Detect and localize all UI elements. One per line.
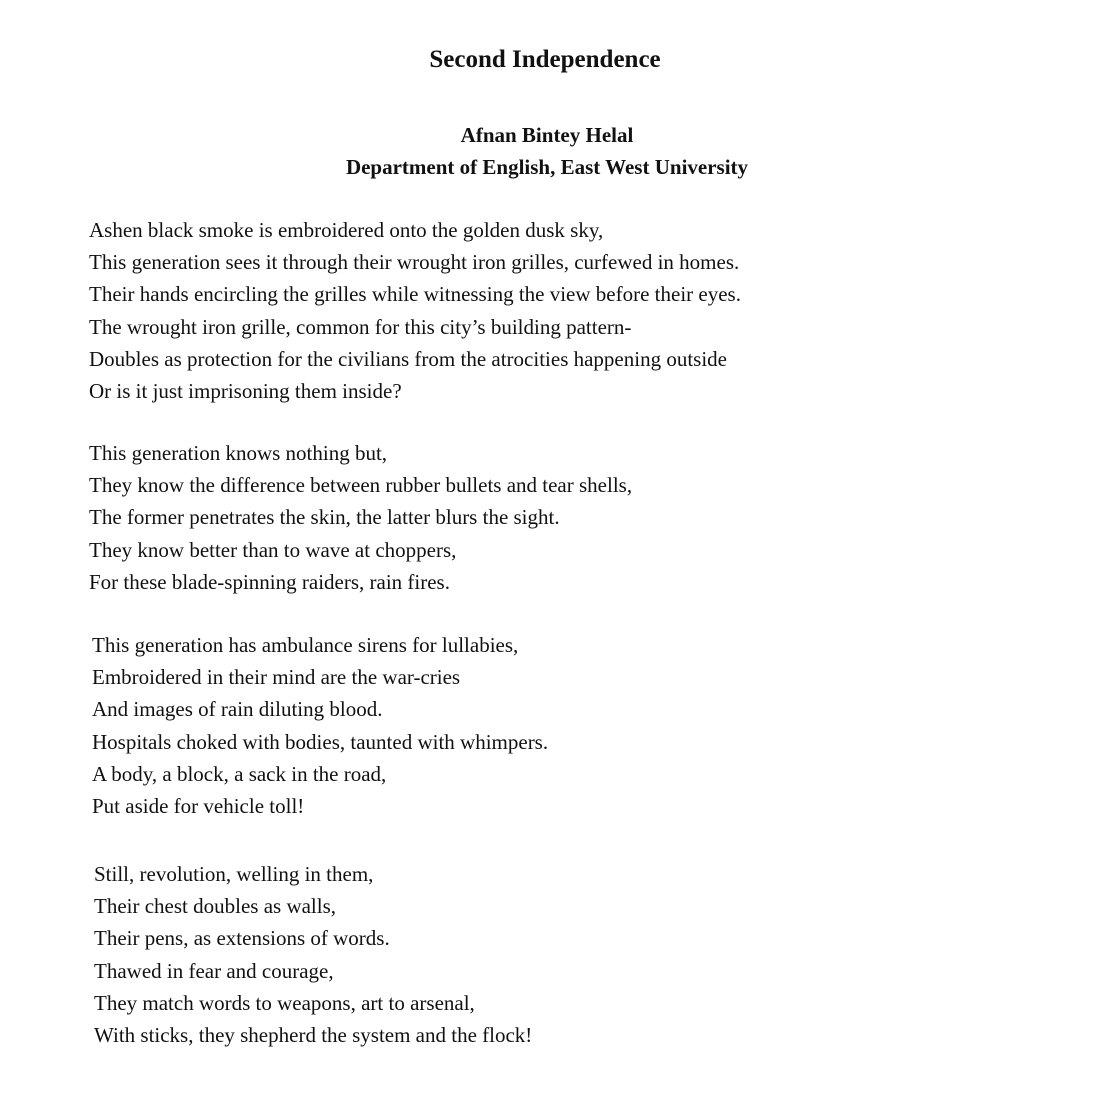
stanza-4	[94, 858, 1094, 1051]
poem-line: This generation knows nothing but,	[89, 441, 388, 465]
poem-line: Their chest doubles as walls,	[94, 894, 337, 919]
poem-line: For these blade-spinning raiders, rain fires.	[89, 569, 450, 594]
poem-line: Their pens, as extensions of words.	[94, 926, 390, 951]
poem-line: They know the difference between rubber bullets and tear shells,	[89, 473, 633, 498]
poem-line: The wrought iron grille, common for this city’s building pattern-	[89, 314, 632, 339]
stanza-2	[89, 437, 1089, 598]
author-name: Afnan Bintey Helal	[460, 123, 634, 147]
poem-line: Or is it just imprisoning them inside?	[89, 379, 402, 404]
poem-title: Second Independence	[429, 46, 661, 73]
poem-line: Doubles as protection for the civilians from the atrocities happening outside	[89, 346, 727, 371]
poem-line: And images of rain diluting blood.	[92, 697, 383, 722]
poem-line: The former penetrates the skin, the latter blurs the sight.	[89, 505, 560, 530]
poem-line: Put aside for vehicle toll!	[92, 794, 305, 819]
poem-line: Embroidered in their mind are the war-cries	[92, 665, 461, 690]
poem-line: Ashen black smoke is embroidered onto the golden dusk sky,	[89, 218, 604, 242]
poem-line: They match words to weapons, art to arsenal,	[94, 990, 475, 1015]
poem-line: This generation sees it through their wrought iron grilles, curfewed in homes.	[89, 250, 740, 275]
poem-line: A body, a block, a sack in the road,	[92, 761, 387, 786]
poem-line: Their hands encircling the grilles while witnessing the view before their eyes.	[89, 282, 741, 307]
poem-line: Hospitals choked with bodies, taunted with whimpers.	[92, 729, 549, 754]
poem-line: This generation has ambulance sirens for lullabies,	[92, 633, 519, 657]
poem-line: Still, revolution, welling in them,	[94, 862, 374, 886]
poem-line: With sticks, they shepherd the system and the flock!	[94, 1023, 533, 1048]
poem-line: They know better than to wave at choppers,	[89, 537, 457, 562]
stanza-3	[92, 629, 1092, 822]
poem-line: Thawed in fear and courage,	[94, 958, 334, 983]
stanza-1	[89, 214, 1089, 407]
author-affiliation: Department of English, East West University	[345, 155, 749, 179]
